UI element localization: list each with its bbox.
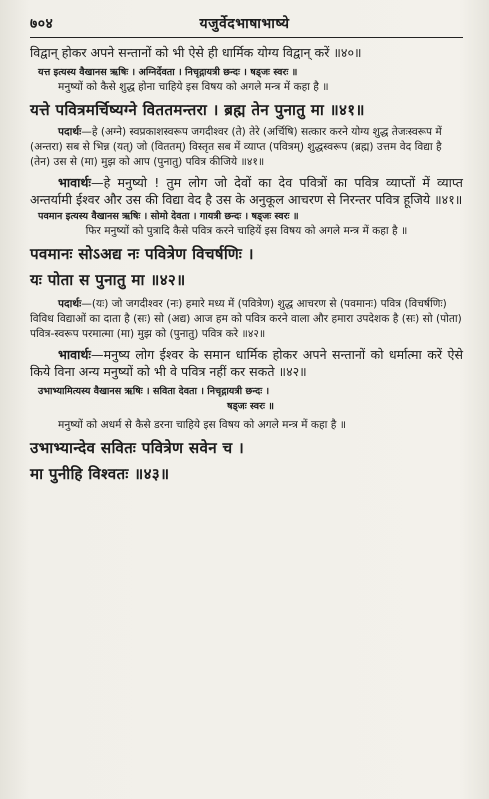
padartha-label: पदार्थः bbox=[58, 126, 82, 139]
bhavartha-text: —हे मनुष्यो ! तुम लोग जो देवों का देव पवित्रों का पवित्र व्याप्तों में व्याप्त अन्तर्यामी ईश्वर और उस की विद्या वेद है उस के अनुकूल आचरण से निरन्तर पवित्र हूजिये ॥४१॥ bbox=[30, 175, 463, 208]
mantra-heading-43: उभाभ्यामित्यस्य वैखानस ऋषिः । सविता देवता । निचृद्गायत्री छन्दः । bbox=[38, 386, 270, 398]
page-number: ७०४ bbox=[30, 16, 54, 32]
mantra-intro-43: मनुष्यों को अधर्म से कैसे डरना चाहिये इस विषय को अगले मन्त्र में कहा है ॥ bbox=[58, 419, 347, 432]
header-rule bbox=[30, 37, 463, 38]
mantra-heading-43-swara: षड्जः स्वरः ॥ bbox=[226, 401, 275, 413]
mantra-heading-42: पवमान इत्यस्य वैखानस ऋषिः । सोमो देवता । गायत्री छन्दः । षड्जः स्वरः ॥ bbox=[38, 210, 299, 222]
mantra-heading-41: यत्त इत्यस्य वैखानस ऋषिः । अग्निर्देवता । निचृद्गायत्री छन्दः । षड्जः स्वरः ॥ bbox=[38, 67, 298, 79]
bhavartha-42 bbox=[30, 346, 463, 380]
padartha-text: —हे (अग्ने) स्वप्रकाशस्वरूप जगदीश्वर (ते) तेरे (अर्चिषि) सत्कार करने योग्य शुद्ध तेजःस्वरूप में (अन्तरा) सब से भिन्न (यत्) जो (विततम्) विस्तृत सब में व्याप्त (पवित्रम्) शुद्धस्वरूप (ब्रह्म) उत्तम वेद विद्या है (तेन) उस से (मा) मुझ को आप (पुनातु) पवित्र कीजिये ॥४१॥ bbox=[30, 126, 442, 169]
mantra-42-line2: यः पोता स पुनातु मा ॥४२॥ bbox=[30, 270, 186, 289]
mantra-43-line1: उभाभ्यान्देव सवितः पवित्रेण सवेन च । bbox=[30, 439, 245, 458]
padartha-text: —(यः) जो जगदीश्वर (नः) हमारे मध्य में (पवित्रेण) शुद्ध आचरण से (पवमानः) पवित्र (विचर्षणिः) विविध विद्याओं का दाता है (सः) सो (अद्य) आज हम को पवित्र करने वाला और हमारा उपदेशक है (सः) सो (पोता) पवित्र-स्वरूप परमात्मा (मा) मुझ को (पुनातु) पवित्र करे ॥४२॥ bbox=[30, 297, 462, 340]
mantra-intro-41: मनुष्यों को कैसे शुद्ध होना चाहिये इस विषय को अगले मन्त्र में कहा है ॥ bbox=[58, 81, 329, 94]
closing-text-40: विद्वान् होकर अपने सन्तानों को भी ऐसे ही धार्मिक योग्य विद्वान् करें ॥४०॥ bbox=[30, 45, 362, 60]
mantra-42-line1: पवमानः सोऽअद्य नः पवित्रेण विचर्षणिः । bbox=[30, 244, 254, 263]
running-title: यजुर्वेदभाषाभाष्ये bbox=[199, 16, 290, 32]
bhavartha-label: भावार्थः bbox=[58, 175, 91, 191]
bhavartha-text: —मनुष्य लोग ईश्वर के समान धार्मिक होकर अपने सन्तानों को धर्मात्मा करें ऐसे किये विना अन्य मनुष्यों को भी वे पवित्र नहीं कर सकते ॥४२॥ bbox=[30, 346, 463, 379]
padartha-42 bbox=[30, 297, 463, 342]
mantra-intro-42: फिर मनुष्यों को पुत्रादि कैसे पवित्र करने चाहियें इस विषय को अगले मन्त्र में कहा है ॥ bbox=[85, 224, 408, 237]
mantra-41: यत्ते पवित्रमर्चिष्यग्ने विततमन्तरा । ब्रह्म तेन पुनातु मा ॥४१॥ bbox=[30, 101, 365, 120]
page-header bbox=[30, 14, 463, 33]
mantra-43-line2: मा पुनीहि विश्वतः ॥४३॥ bbox=[30, 465, 170, 484]
padartha-label: पदार्थः bbox=[58, 297, 82, 310]
bhavartha-label: भावार्थः bbox=[58, 346, 91, 362]
padartha-41 bbox=[30, 125, 463, 170]
bhavartha-41 bbox=[30, 174, 463, 208]
